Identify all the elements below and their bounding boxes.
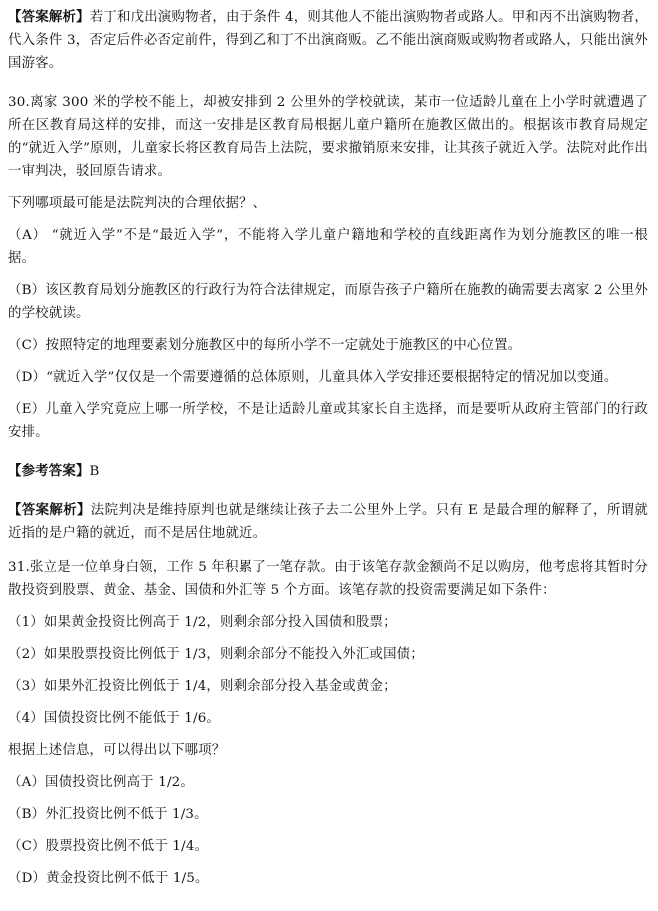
option-text: （A） “就近入学”不是“最近入学”，不能将入学儿童户籍地和学校的直线距离作为划分施教区的唯一根据。	[8, 228, 648, 266]
option-text: （D）黄金投资比例不低于 1/5。	[8, 871, 209, 886]
option-b	[8, 803, 648, 826]
paragraph-text: 若丁和戊出演购物者，由于条件 4，则其他人不能出演购物者或路人。甲和丙不出演购物者，代入条件 3，否定后件必否定前件，得到乙和丁不出演商贩。乙不能出演商贩或购物者或路人，只能出演外国游客。	[8, 10, 648, 71]
paragraph-text: 下列哪项最可能是法院判决的合理依据？、	[8, 196, 267, 211]
option-text: （E）儿童入学究竟应上哪一所学校，不是让适龄儿童或其家长自主选择，而是要听从政府主管部门的行政安排。	[8, 402, 648, 440]
option-text: （C）股票投资比例不低于 1/4。	[8, 839, 209, 854]
option-c	[8, 835, 648, 858]
question-31-stem	[8, 556, 648, 602]
option-d	[8, 366, 648, 389]
option-text: （D）“就近入学”仅仅是一个需要遵循的总体原则，儿童具体入学安排还要根据特定的情况加以变通。	[8, 370, 618, 385]
option-c	[8, 334, 648, 357]
option-text: （A）国债投资比例高于 1/2。	[8, 775, 194, 790]
condition-text: （4）国债投资比例不能低于 1/6。	[8, 711, 221, 726]
paragraph-text: 根据上述信息，可以得出以下哪项？	[8, 743, 226, 758]
option-text: （C）按照特定的地理要素划分施教区中的每所小学不一定就处于施教区的中心位置。	[8, 338, 522, 353]
question-30-stem	[8, 91, 648, 183]
condition-4	[8, 707, 648, 730]
paragraph-text: 30.离家 300 米的学校不能上，却被安排到 2 公里外的学校就读，某市一位适龄儿童在上小学时就遭遇了所在区教育局这样的安排，而这一安排是区教育局根据儿童户籍所在施教区做出的。根据该市教育局规定的“就近入学”原则，儿童家长将区教育局告上法院，要求撤销原来安排，让其孩子就近入学。法院对此作出一审判决，驳回原告请求。	[8, 95, 648, 179]
section-label: 【答案解析】	[8, 9, 90, 25]
option-e	[8, 398, 648, 444]
question-30-prompt	[8, 192, 648, 215]
condition-2	[8, 643, 648, 666]
option-b	[8, 279, 648, 325]
condition-text: （1）如果黄金投资比例高于 1/2，则剩余部分投入国债和股票；	[8, 615, 397, 630]
answer-explanation-29	[8, 6, 648, 75]
section-label: 【答案解析】	[8, 502, 91, 518]
option-text: （B）该区教育局划分施教区的行政行为符合法律规定，而原告孩子户籍所在施教的确需要去离家 2 公里外的学校就读。	[8, 283, 648, 321]
question-31-prompt	[8, 739, 648, 762]
answer-explanation-30	[8, 499, 648, 545]
paragraph-text: 31.张立是一位单身白领，工作 5 年积累了一笔存款。由于该笔存款金额尚不足以购房，他考虑将其暂时分散投资到股票、黄金、基金、国债和外汇等 5 个方面。该笔存款的投资需要满足如下条件：	[8, 560, 648, 598]
condition-text: （3）如果外汇投资比例低于 1/4，则剩余部分投入基金或黄金；	[8, 679, 397, 694]
option-a	[8, 771, 648, 794]
condition-text: （2）如果股票投资比例低于 1/3，则剩余部分不能投入外汇或国债；	[8, 647, 424, 662]
option-text: （B）外汇投资比例不低于 1/3。	[8, 807, 208, 822]
option-a	[8, 224, 648, 270]
answer-value: B	[89, 464, 100, 479]
condition-1	[8, 611, 648, 634]
paragraph-text: 法院判决是维持原判也就是继续让孩子去二公里外上学。只有 E 是最合理的解释了，所谓就近指的是户籍的就近，而不是居住地就近。	[8, 503, 649, 541]
section-label: 【参考答案】	[8, 463, 90, 479]
option-d	[8, 867, 648, 890]
condition-3	[8, 675, 648, 698]
reference-answer-30	[8, 460, 648, 483]
